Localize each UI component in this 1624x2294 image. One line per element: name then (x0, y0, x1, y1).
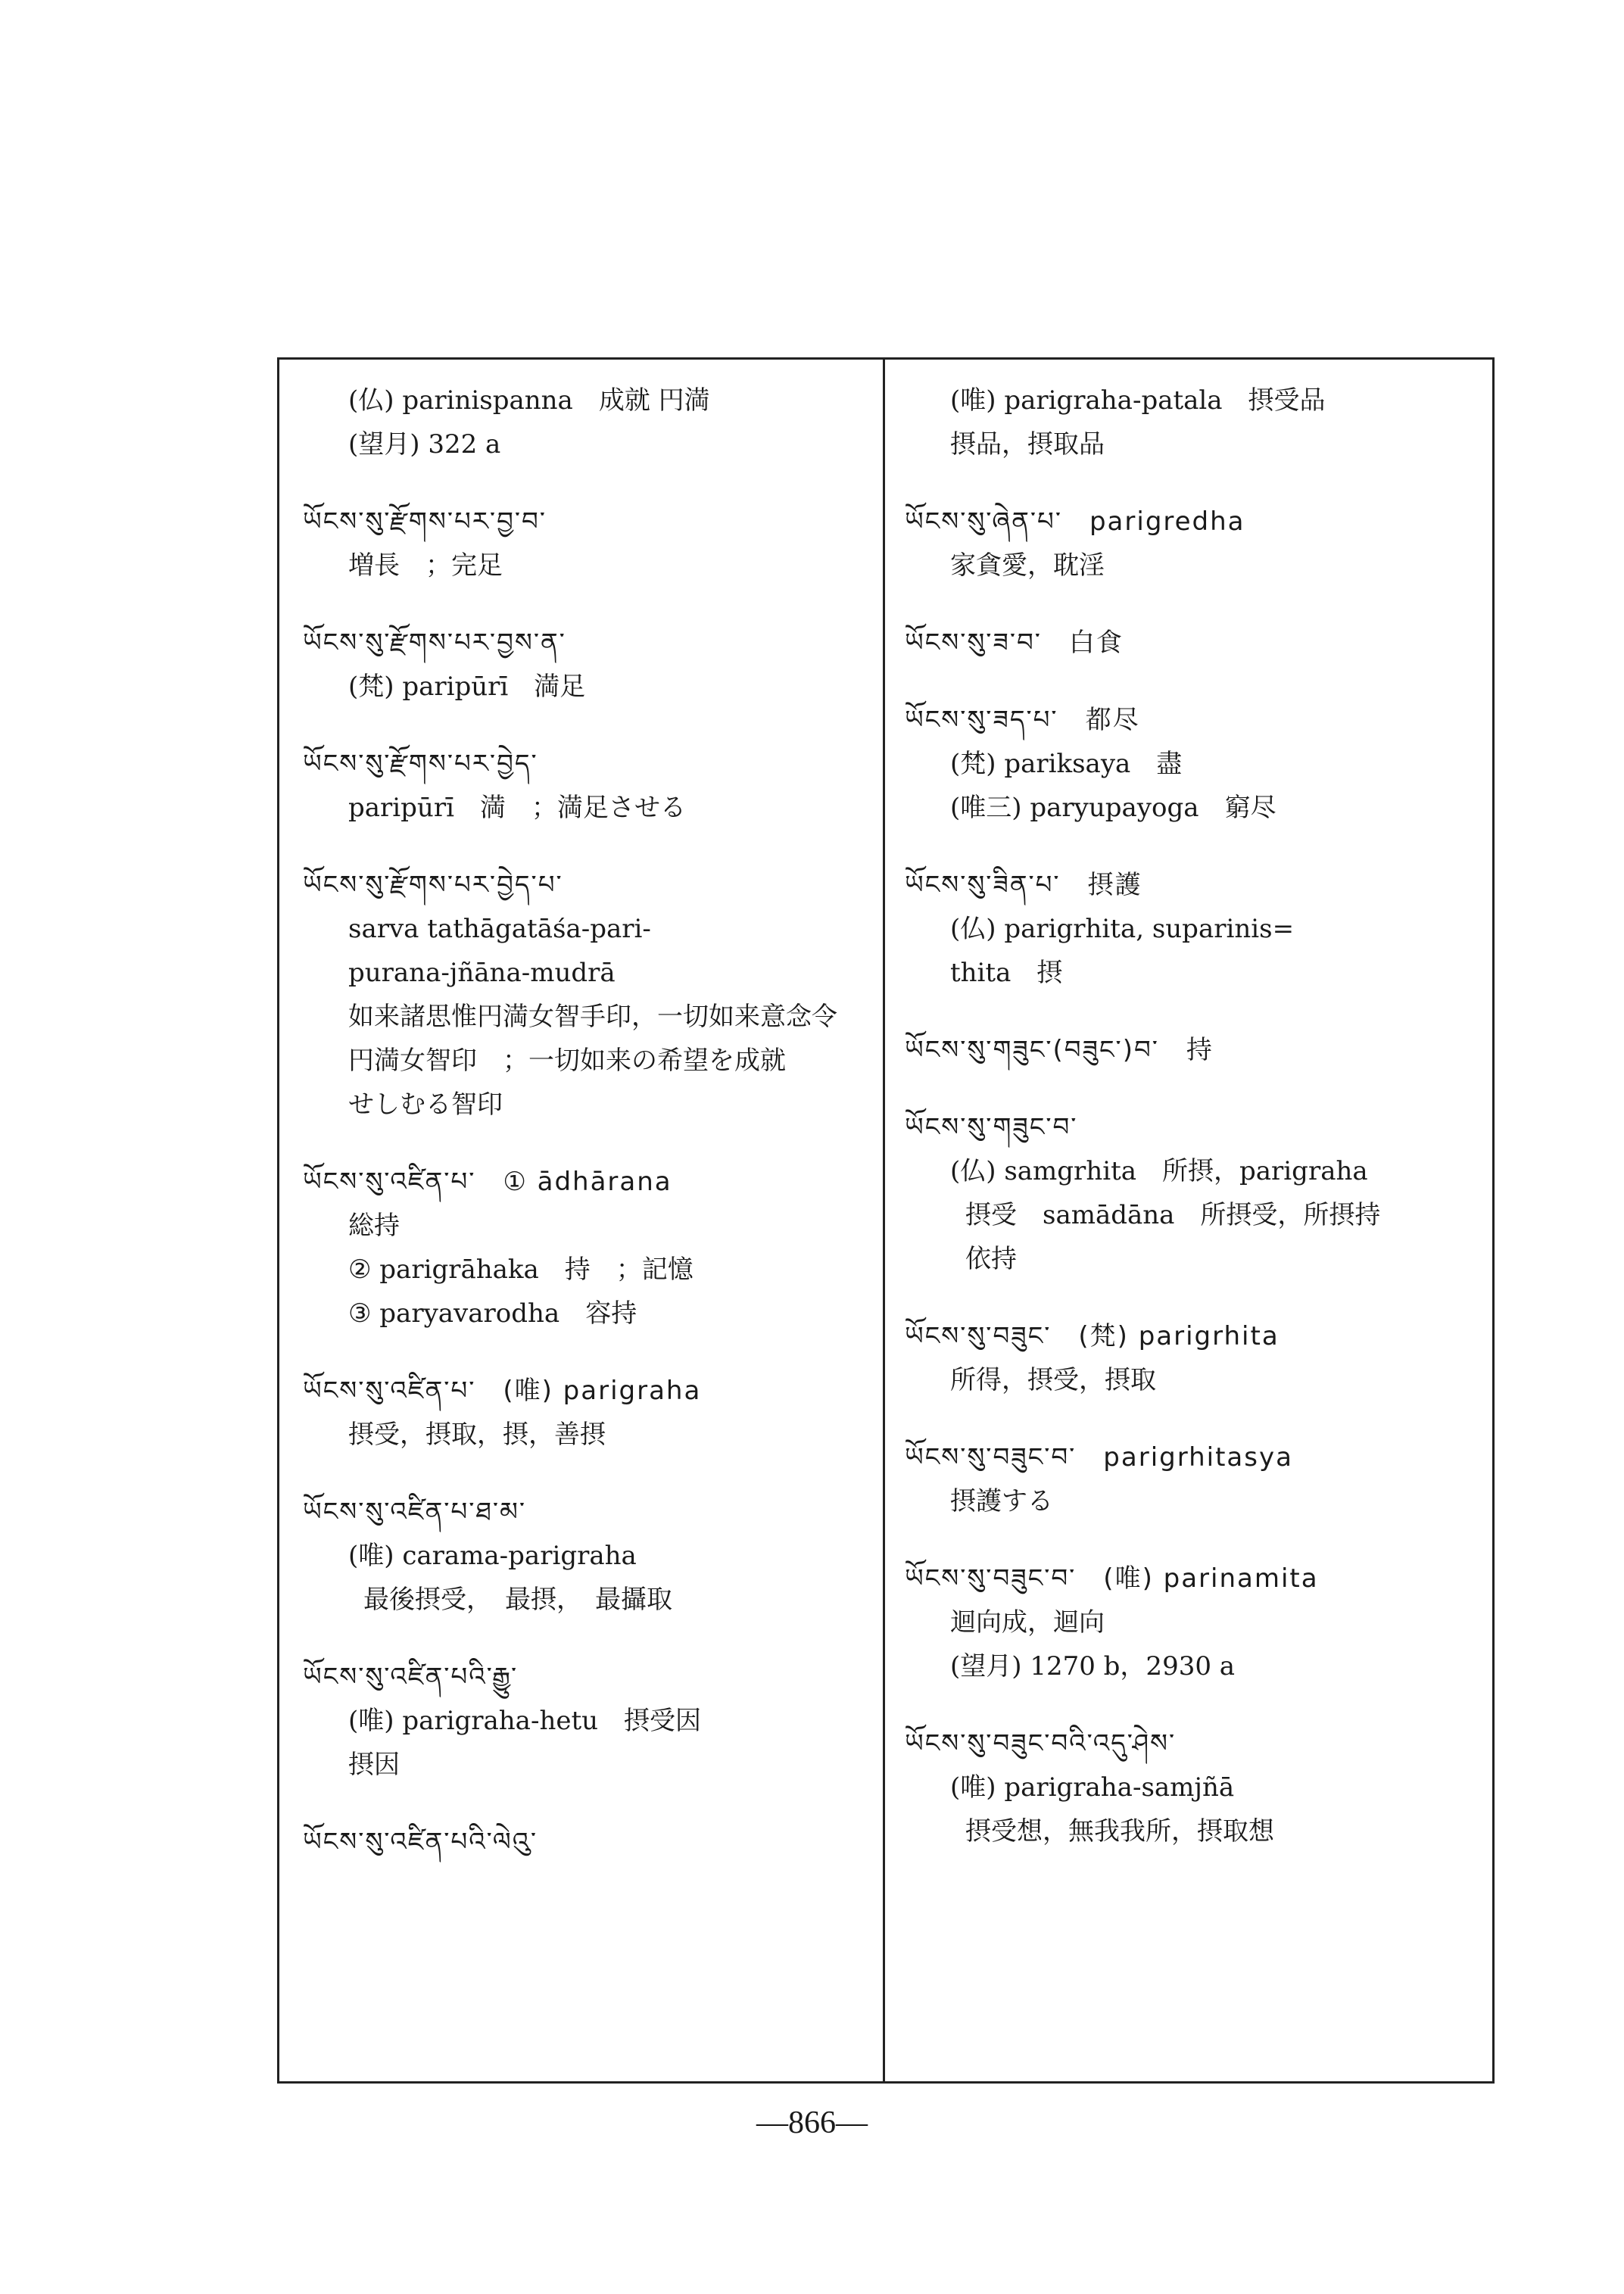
dictionary-entry (303, 1820, 878, 1864)
entry-gloss: 摂受，摂取，摂，善摂 (348, 1420, 606, 1450)
entry-headword: ཡོངས་སུ་ཟ་བ་ 白食 (905, 628, 1124, 658)
entry-gloss: ③ paryavarodha 容持 (348, 1298, 637, 1329)
entry-gloss: 増長 ；完足 (348, 550, 503, 581)
dictionary-entry (303, 742, 878, 830)
entry-gloss: 如来諸思惟円満女智手印，一切如来意念令 (348, 1002, 837, 1032)
page-number: —866— (756, 2105, 868, 2140)
dictionary-entry (303, 379, 878, 466)
entry-gloss: 家貪愛，耽淫 (950, 550, 1105, 581)
entry-headword: ཡོངས་སུ་རྫོགས་པར་བྱ་བ་ (303, 506, 547, 537)
right-column (905, 379, 1488, 1887)
entry-gloss: 摂因 (348, 1750, 400, 1780)
entry-headword: ཡོངས་སུ་བཟུང་བ་ parigrhitasya (905, 1442, 1293, 1473)
entry-gloss: 総持 (348, 1211, 400, 1241)
entry-gloss: (望月) 1270 b，2930 a (950, 1651, 1236, 1682)
dictionary-entry (303, 500, 878, 588)
dictionary-entry (303, 1655, 878, 1787)
entry-gloss: purana-jñāna-mudrā (348, 958, 616, 988)
dictionary-entry (905, 1314, 1488, 1402)
entry-gloss: 迴向成，迴向 (950, 1607, 1105, 1638)
dictionary-entry (905, 1435, 1488, 1523)
entry-headword: ཡོངས་སུ་ཟད་པ་ 都尽 (905, 705, 1140, 735)
entry-gloss: (梵) pariksaya 盡 (950, 749, 1183, 779)
entry-gloss: (仏) samgrhita 所摂，parigraha (950, 1156, 1368, 1186)
entry-headword: ཡོངས་སུ་འཛིན་པའི་ལེའུ་ (303, 1827, 538, 1857)
entry-gloss: 円満女智印 ；一切如来の希望を成就 (348, 1046, 786, 1076)
entry-gloss: せしむる智印 (348, 1089, 503, 1120)
entry-gloss: (唯三) paryupayoga 窮尽 (950, 793, 1276, 823)
dictionary-entry (905, 500, 1488, 588)
entry-headword: ཡོངས་སུ་བཟུང་ (梵) parigrhita (905, 1321, 1280, 1351)
left-column (303, 379, 878, 1897)
entry-headword: ཡོངས་སུ་འཛིན་པ་ཐ་མ་ (303, 1497, 527, 1527)
dictionary-entry (303, 1369, 878, 1457)
entry-headword: ཡོངས་སུ་འཛིན་པ་ (唯) parigraha (303, 1376, 702, 1406)
entry-headword: ཡོངས་སུ་གཟུང་བ་ (905, 1112, 1078, 1142)
entry-gloss: ② parigrāhaka 持 ；記憶 (348, 1255, 694, 1285)
entry-gloss: 摂受 samādāna 所摂受，所摂持 (965, 1200, 1381, 1230)
entry-gloss: (唯) carama-parigraha (348, 1541, 637, 1571)
dictionary-entry (905, 621, 1488, 665)
entry-gloss: (唯) parigraha-hetu 摂受因 (348, 1706, 702, 1736)
entry-headword: ཡོངས་སུ་འཛིན་པ་ ① ādhārana (303, 1167, 672, 1197)
entry-headword: ཡོངས་སུ་བཟུང་བའི་འདུ་ཤེས་ (905, 1728, 1177, 1759)
entry-gloss: thita 摂 (950, 958, 1063, 988)
entry-headword: ཡོངས་སུ་ཟིན་པ་ 摂護 (905, 870, 1142, 900)
dictionary-entry (905, 1028, 1488, 1072)
entry-gloss: paripūrī 満 ；満足させる (348, 793, 686, 823)
entry-gloss: 依持 (965, 1244, 1017, 1274)
entry-gloss: (望月) 322 a (348, 429, 501, 460)
dictionary-entry (303, 1160, 878, 1336)
entry-gloss: 摂護する (950, 1486, 1053, 1516)
entry-headword: ཡོངས་སུ་བཟུང་བ་ (唯) parinamita (905, 1563, 1319, 1594)
entry-gloss: (仏) parinispanna 成就 円満 (348, 385, 710, 416)
dictionary-entry (303, 863, 878, 1127)
dictionary-entry (905, 698, 1488, 830)
entry-headword: ཡོངས་སུ་རྫོགས་པར་བྱས་ན་ (303, 628, 566, 658)
entry-gloss: (唯) parigraha-samjñā (950, 1772, 1235, 1803)
entry-headword: ཡོངས་སུ་འཛིན་པའི་རྒྱུ་ (303, 1662, 519, 1692)
dictionary-entry (905, 863, 1488, 995)
entry-gloss: (仏) parigrhita, suparinis= (950, 914, 1295, 944)
entry-gloss: 摂受想，無我我所，摂取想 (965, 1816, 1274, 1847)
dictionary-entry (905, 379, 1488, 466)
entry-headword: ཡོངས་སུ་རྫོགས་པར་བྱེད་ (303, 749, 538, 779)
dictionary-entry (905, 1557, 1488, 1688)
column-divider (883, 357, 885, 2084)
entry-gloss: sarva tathāgatāśa-pari- (348, 914, 651, 944)
entry-gloss: 所得，摂受，摂取 (950, 1365, 1156, 1395)
entry-headword: ཡོངས་སུ་གཟུང་(བཟུང་)བ་ 持 (905, 1035, 1214, 1065)
entry-headword: ཡོངས་སུ་རྫོགས་པར་བྱེད་པ་ (303, 870, 563, 900)
entry-gloss: (梵) paripūrī 満足 (348, 672, 586, 702)
entry-headword: ཡོངས་སུ་ཞེན་པ་ parigredha (905, 506, 1245, 537)
dictionary-entry (303, 1490, 878, 1622)
entry-gloss: (唯) parigraha-patala 摂受品 (950, 385, 1326, 416)
dictionary-entry (303, 621, 878, 709)
dictionary-entry (905, 1105, 1488, 1281)
entry-gloss: 最後摂受， 最摂， 最攝取 (363, 1585, 672, 1615)
dictionary-entry (905, 1722, 1488, 1853)
entry-gloss: 摂品，摂取品 (950, 429, 1105, 460)
